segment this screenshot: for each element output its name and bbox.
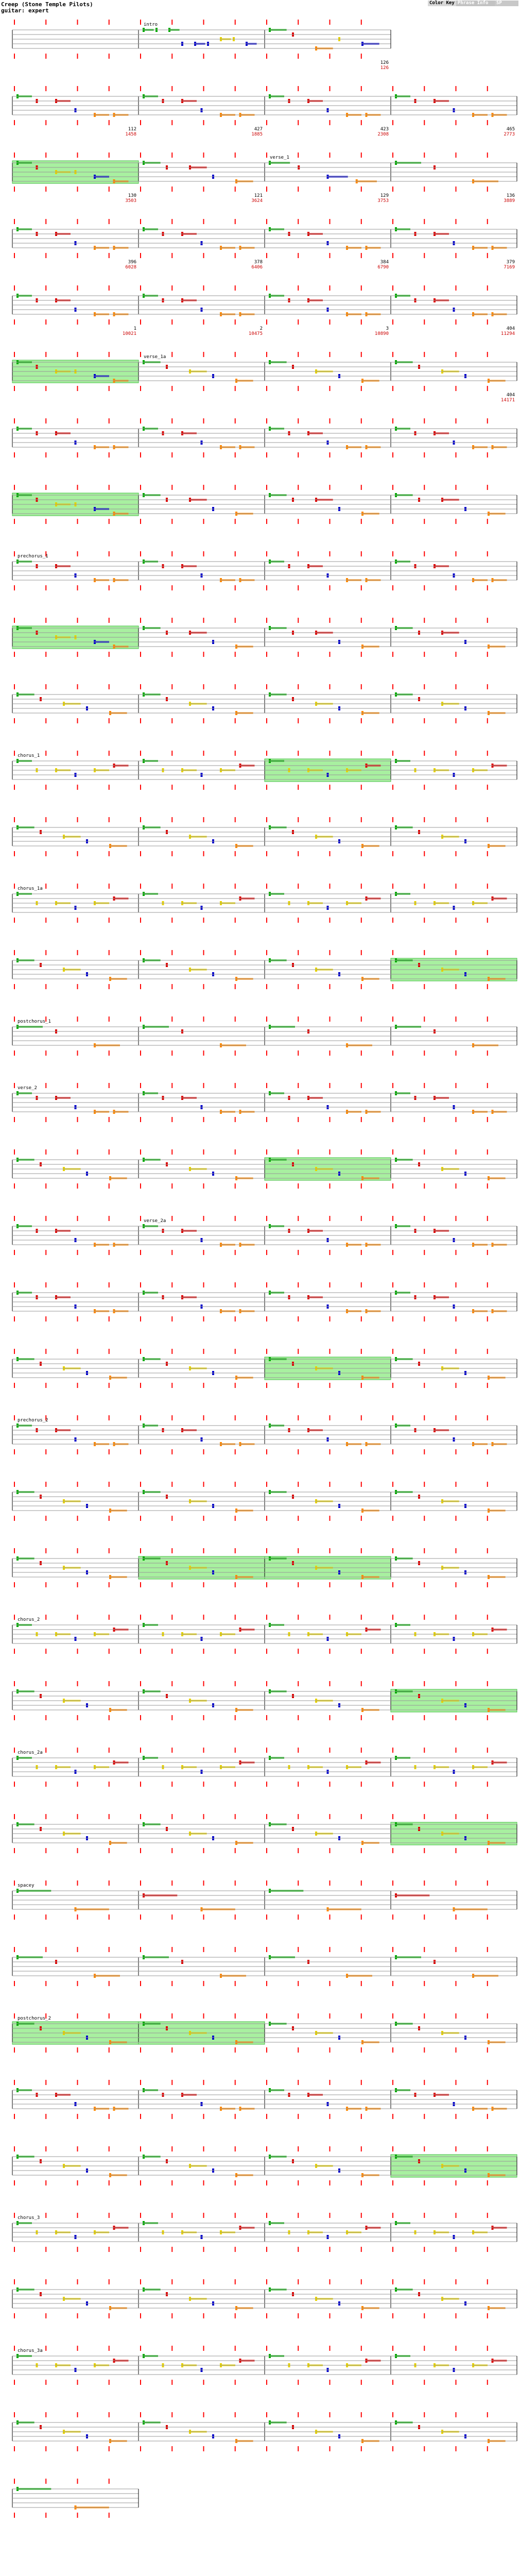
chart-row: [0, 880, 520, 937]
row-svg: [0, 1346, 520, 1412]
row-svg: [0, 1545, 520, 1612]
measure-score: 378: [254, 260, 263, 265]
section-label: spacey: [18, 1883, 34, 1888]
cumulative-score: 6406: [251, 265, 263, 270]
song-title: Creep (Stone Temple Pilots): [1, 1, 93, 8]
cumulative-score: 14171: [500, 398, 515, 403]
chart-row: [0, 1080, 520, 1137]
row-svg: [0, 1213, 520, 1279]
page-header: [0, 0, 520, 16]
chart-row: [0, 1811, 520, 1868]
measure-score: 423: [380, 127, 389, 132]
measure-score: 2: [259, 326, 263, 331]
chart-row: [0, 149, 520, 206]
row-svg: [0, 16, 520, 83]
chart-row: [0, 1877, 520, 1934]
cumulative-score: 7169: [504, 265, 515, 270]
cumulative-score: 3753: [377, 198, 389, 204]
row-svg: [0, 1080, 520, 1146]
chart-row: [0, 2276, 520, 2333]
measure-score: 112: [128, 127, 136, 132]
cumulative-score: 126: [380, 65, 389, 71]
measure-score: 384: [380, 260, 389, 265]
row-svg: [0, 947, 520, 1013]
cumulative-score: 3503: [125, 198, 136, 204]
color-key-sp: SP: [495, 1, 518, 6]
row-svg: [0, 1678, 520, 1744]
cumulative-score: 1458: [125, 132, 136, 137]
measure-score: 404: [506, 393, 515, 398]
chart-row: [0, 2010, 520, 2067]
chart-row: [0, 2343, 520, 2399]
section-label: chorus_1: [18, 753, 40, 758]
row-svg: [0, 1146, 520, 1213]
row-svg: [0, 1412, 520, 1479]
section-label: prechorus_2: [18, 1418, 48, 1423]
chart-row: [0, 216, 520, 273]
chart-row: [0, 1944, 520, 2001]
chart-row: [0, 16, 520, 73]
row-svg: [0, 548, 520, 615]
row-svg: [0, 349, 520, 415]
measure-score: 130: [128, 193, 136, 198]
section-label: chorus_3a: [18, 2348, 43, 2353]
cumulative-score: 10890: [374, 331, 389, 336]
row-svg: [0, 2077, 520, 2143]
row-svg: [0, 415, 520, 482]
chart-row: [0, 2210, 520, 2266]
cumulative-score: 10021: [122, 331, 136, 336]
chart-row: [0, 349, 520, 405]
cumulative-score: 6028: [125, 265, 136, 270]
color-key-label: Color Key: [428, 1, 456, 6]
cumulative-score: 6790: [377, 265, 389, 270]
section-label: chorus_2: [18, 1617, 40, 1622]
chart-row: [0, 2143, 520, 2200]
row-svg: [0, 1744, 520, 1811]
cumulative-score: 11294: [500, 331, 515, 336]
row-svg: [0, 1013, 520, 1080]
section-label: intro: [144, 22, 158, 27]
chart-row: [0, 1213, 520, 1269]
chart-row: [0, 1612, 520, 1668]
chart-row: [0, 814, 520, 871]
row-svg: [0, 83, 520, 149]
measure-score: 427: [254, 127, 263, 132]
row-svg: [0, 2143, 520, 2210]
row-svg: [0, 615, 520, 681]
measure-score: 129: [380, 193, 389, 198]
section-label: postchorus_2: [18, 2016, 51, 2021]
section-label: chorus_2a: [18, 1750, 43, 1755]
cumulative-score: 10475: [248, 331, 263, 336]
cumulative-score: 3889: [504, 198, 515, 204]
chart-row: [0, 548, 520, 605]
row-svg: [0, 216, 520, 282]
row-svg: [0, 482, 520, 548]
cumulative-score: 2308: [377, 132, 389, 137]
row-svg: [0, 1612, 520, 1678]
measure-score: 396: [128, 260, 136, 265]
chart-row: [0, 482, 520, 538]
chart-row: [0, 415, 520, 472]
row-svg: [0, 2343, 520, 2409]
row-svg: [0, 748, 520, 814]
chart-row: [0, 1744, 520, 1801]
measure-score: 404: [506, 326, 515, 331]
chart-row: [0, 2409, 520, 2466]
chart-row: [0, 748, 520, 804]
color-key-phrase: Phrase Info: [456, 1, 495, 6]
measure-score: 3: [386, 326, 389, 331]
chart-row: [0, 1479, 520, 1535]
measure-score: 379: [506, 260, 515, 265]
row-svg: [0, 2010, 520, 2077]
row-svg: [0, 1479, 520, 1545]
measure-score: 1: [133, 326, 136, 331]
section-label: chorus_1a: [18, 886, 43, 891]
chart-row: [0, 1678, 520, 1735]
chart-row: [0, 1146, 520, 1203]
section-label: postchorus_1: [18, 1019, 51, 1024]
row-svg: [0, 1811, 520, 1877]
measure-score: 136: [506, 193, 515, 198]
chart-row: [0, 681, 520, 738]
chart-row: [0, 83, 520, 140]
section-label: verse_1a: [144, 354, 166, 360]
row-svg: [0, 2210, 520, 2276]
row-svg: [0, 2409, 520, 2476]
row-svg: [0, 2476, 520, 2542]
chart-row: [0, 1013, 520, 1070]
chart-row: [0, 1412, 520, 1469]
cumulative-score: 2773: [504, 132, 515, 137]
chart-row: [0, 615, 520, 671]
chart-row: [0, 1346, 520, 1402]
cumulative-score: 1885: [251, 132, 263, 137]
chart-row: [0, 2476, 520, 2532]
chart-row: [0, 1545, 520, 1602]
row-svg: [0, 814, 520, 880]
row-svg: [0, 681, 520, 748]
section-label: verse_1: [270, 155, 289, 160]
row-svg: [0, 880, 520, 947]
chart-row: [0, 1279, 520, 1336]
section-label: verse_2a: [144, 1218, 166, 1224]
chart-row: [0, 947, 520, 1004]
row-svg: [0, 1877, 520, 1944]
row-svg: [0, 149, 520, 216]
row-svg: [0, 1944, 520, 2010]
measure-score: 465: [506, 127, 515, 132]
section-label: chorus_3: [18, 2215, 40, 2221]
section-label: verse_2: [18, 1086, 37, 1091]
measure-score: 121: [254, 193, 263, 198]
measure-score: 126: [380, 60, 389, 65]
chart-row: [0, 2077, 520, 2133]
difficulty-label: guitar: expert: [1, 7, 49, 14]
row-svg: [0, 1279, 520, 1346]
row-svg: [0, 282, 520, 349]
row-svg: [0, 2276, 520, 2343]
cumulative-score: 3624: [251, 198, 263, 204]
chart-row: [0, 282, 520, 339]
section-label: prechorus_1: [18, 554, 48, 559]
color-key[interactable]: [428, 1, 518, 6]
